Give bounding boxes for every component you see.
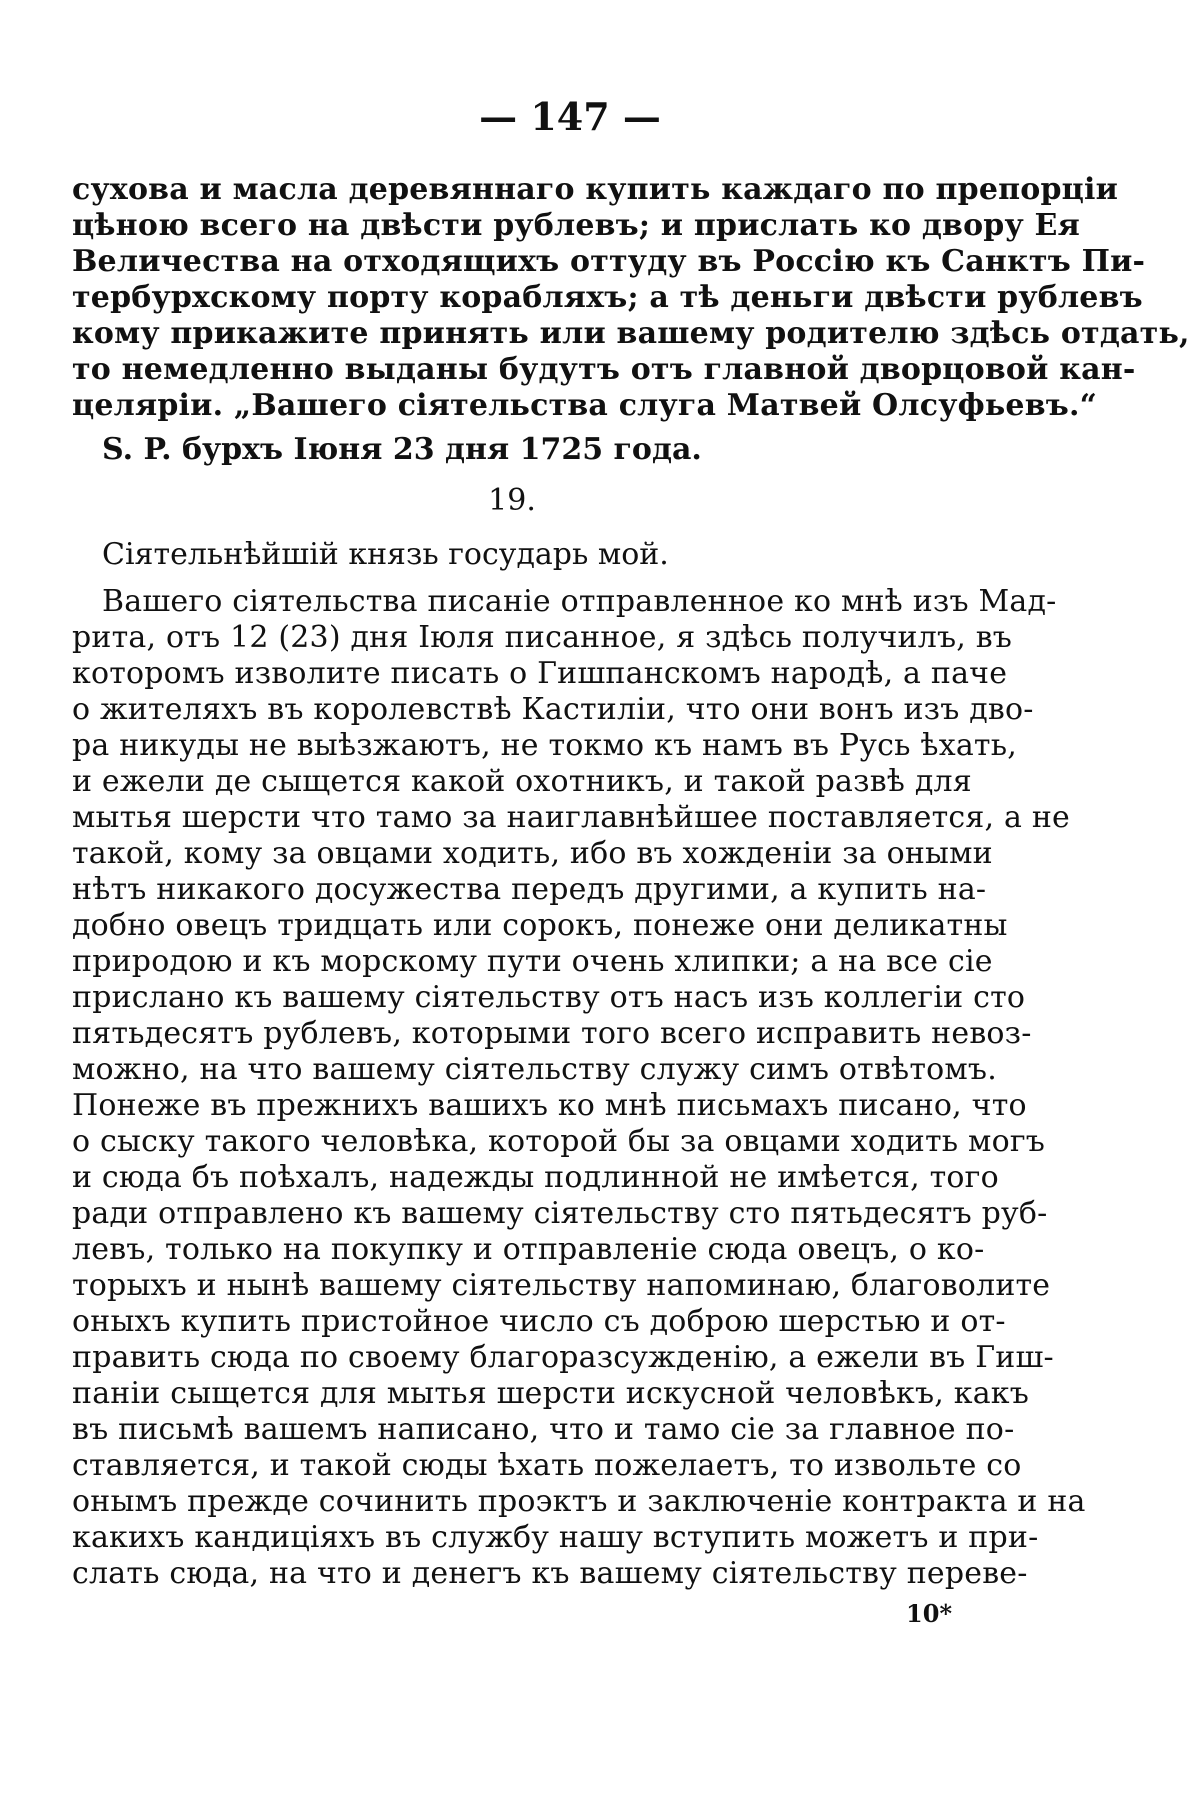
- text-line: нѣтъ никакого досужества передъ другими, а купить на-: [72, 872, 987, 907]
- text-line: такой, кому за овцами ходить, ибо въ хожденіи за оными: [72, 836, 993, 871]
- text-line: паніи сыщется для мытья шерсти искусной человѣкъ, какъ: [72, 1376, 1030, 1411]
- text-line: и сюда бъ поѣхалъ, надежды подлинной не имѣется, того: [72, 1160, 999, 1195]
- text-line: оныхъ купить пристойное число съ доброю шерстью и от-: [72, 1304, 1006, 1339]
- text-line: Величества на отходящихъ оттуду въ Россію къ Санктъ Пи-: [72, 244, 1146, 279]
- text-line: Вашего сіятельства писаніе отправленное ко мнѣ изъ Мад-: [102, 584, 1057, 619]
- text-line: Понеже въ прежнихъ вашихъ ко мнѣ письмахъ писано, что: [72, 1088, 1027, 1123]
- text-block: [72, 172, 1190, 1592]
- text-line: тербурхскому порту корабляхъ; а тѣ деньги двѣсти рублевъ: [72, 280, 1143, 315]
- text-line: торыхъ и нынѣ вашему сіятельству напоминаю, благоволите: [72, 1268, 1051, 1303]
- letter-19: [72, 476, 1086, 1592]
- page-number: — 147 —: [479, 94, 661, 139]
- text-line: онымъ прежде сочинить проэктъ и заключеніе контракта и на: [72, 1484, 1086, 1519]
- previous-letter-ending: [72, 172, 1190, 472]
- text-line: прислано къ вашему сіятельству отъ насъ изъ коллегіи сто: [72, 980, 1026, 1015]
- text-line: кому прикажите принять или вашему родителю здѣсь отдать,: [72, 316, 1190, 351]
- text-line: править сюда по своему благоразсужденію, а ежели въ Гиш-: [72, 1340, 1054, 1375]
- text-line: которомъ изволите писать о Гишпанскомъ народѣ, а паче: [72, 656, 1008, 691]
- text-line: и ежели де сыщется какой охотникъ, и такой развѣ для: [72, 764, 972, 799]
- dateline: S. P. бурхъ Іюня 23 дня 1725 года.: [102, 432, 702, 467]
- text-line: целяріи. „Вашего сіятельства слуга Матвей Олсуфьевъ.“: [72, 388, 1098, 423]
- text-line: пятьдесятъ рублевъ, которыми того всего исправить невоз-: [72, 1016, 1032, 1051]
- text-line: какихъ кандиціяхъ въ службу нашу вступить можетъ и при-: [72, 1520, 1039, 1555]
- text-line: въ письмѣ вашемъ написано, что и тамо сіе за главное по-: [72, 1412, 1015, 1447]
- text-line: цѣною всего на двѣсти рублевъ; и прислать ко двору Ея: [72, 208, 1080, 243]
- text-line: левъ, только на покупку и отправленіе сюда овецъ, о ко-: [72, 1232, 985, 1267]
- text-line: природою и къ морскому пути очень хлипки; а на все сіе: [72, 944, 993, 979]
- text-line: ради отправлено къ вашему сіятельству сто пятьдесятъ руб-: [72, 1196, 1048, 1231]
- text-line: рита, отъ 12 (23) дня Іюля писанное, я здѣсь получилъ, въ: [72, 620, 1013, 655]
- text-line: ра никуды не выѣзжаютъ, не токмо къ намъ въ Русь ѣхать,: [72, 728, 1017, 763]
- text-line: то немедленно выданы будутъ отъ главной дворцовой кан-: [72, 352, 1136, 387]
- salutation: Сіятельнѣйшій князь государь мой.: [102, 537, 669, 572]
- text-line: ставляется, и такой сюды ѣхать пожелаетъ, то извольте со: [72, 1448, 1022, 1483]
- text-line: добно овецъ тридцать или сорокъ, понеже они деликатны: [72, 908, 1008, 943]
- letter-number: 19.: [488, 483, 536, 518]
- text-line: мытья шерсти что тамо за наиглавнѣйшее поставляется, а не: [72, 800, 1070, 835]
- printer-signature-mark: 10*: [906, 1599, 952, 1628]
- text-line: сухова и масла деревяннаго купить каждаго по препорціи: [72, 172, 1119, 207]
- text-line: можно, на что вашему сіятельству служу симъ отвѣтомъ.: [72, 1052, 997, 1087]
- text-line: о сыску такого человѣка, которой бы за овцами ходить могъ: [72, 1124, 1046, 1159]
- text-line: слать сюда, на что и денегъ къ вашему сіятельству переве-: [72, 1556, 1028, 1591]
- text-line: о жителяхъ въ королевствѣ Кастиліи, что они вонъ изъ дво-: [72, 692, 1034, 727]
